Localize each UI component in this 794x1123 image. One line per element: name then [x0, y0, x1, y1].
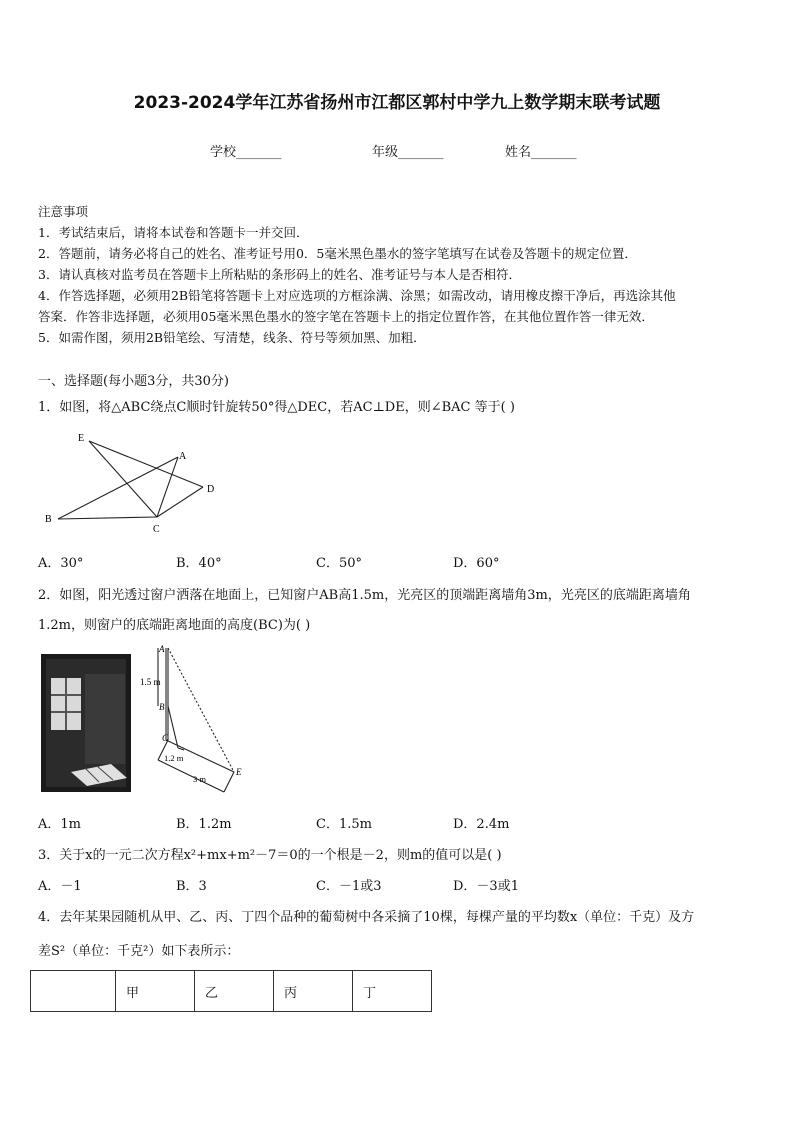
label-A: A	[159, 644, 165, 654]
question-2-text: 1.2m，则窗户的底端距离地面的高度(BC)为( )	[38, 618, 311, 633]
q3-choice-d: D．－3或1	[453, 879, 519, 894]
q1-choice-c: C．50°	[316, 556, 362, 571]
label-height: 1.5 m	[140, 677, 161, 687]
label-E: E	[78, 433, 85, 444]
q3-choice-a: A．－1	[38, 879, 82, 894]
q2-choice-d: D．2.4m	[453, 817, 510, 832]
page-title: 2023-2024学年江苏省扬州市江都区郭村中学九上数学期末联考试题	[133, 93, 661, 113]
question-1-text: 1．如图，将△ABC绕点C顺时针旋转50°得△DEC，若AC⊥DE，则∠BAC 等于( )	[38, 400, 515, 415]
label-C: C	[153, 524, 160, 535]
label-B: B	[45, 514, 52, 525]
table-cell: 丁	[353, 971, 432, 1012]
table-cell: 甲	[116, 971, 195, 1012]
notice-item: 1．考试结束后，请将本试卷和答题卡一并交回．	[38, 225, 309, 240]
q1-choice-b: B．40°	[176, 556, 222, 571]
q2-choice-b: B．1.2m	[176, 817, 232, 832]
label-E: E	[236, 767, 242, 777]
notice-item: 5．如需作图，须用2B铅笔绘、写清楚，线条、符号等须加黑、加粗．	[38, 330, 426, 345]
table-cell	[31, 971, 116, 1012]
q1-choice-d: D．60°	[453, 556, 500, 571]
label-A: A	[179, 451, 187, 462]
question-4-text: 差S²（单位：千克²）如下表所示：	[38, 944, 240, 959]
grade-field: 年级_______	[372, 145, 444, 160]
notice-item: 2．答题前，请务必将自己的姓名、准考证号用0．5毫米黑色墨水的签字笔填写在试卷及答题卡的规定位置．	[38, 246, 637, 261]
q2-choice-a: A．1m	[38, 817, 81, 832]
question-3-text: 3．关于x的一元二次方程x²+mx+m²－7＝0的一个根是－2，则m的值可以是( )	[38, 848, 502, 863]
table-row	[31, 971, 432, 1012]
table-cell: 丙	[274, 971, 353, 1012]
notice-item: 4．作答选择题，必须用2B铅笔将答题卡上对应选项的方框涂满、涂黑；如需改动，请用橡皮擦干净后，再选涂其他	[38, 288, 676, 303]
q1-choice-a: A．30°	[38, 556, 84, 571]
notice-item: 3．请认真核对监考员在答题卡上所粘贴的条形码上的姓名、准考证号与本人是否相符．	[38, 267, 521, 282]
question-4-text: 4．去年某果园随机从甲、乙、丙、丁四个品种的葡萄树中各采摘了10棵，每棵产量的平均数x（单位：千克）及方	[38, 910, 695, 925]
triangle-figure	[40, 426, 230, 536]
question-2-text: 2．如图，阳光透过窗户洒落在地面上，已知窗户AB高1.5m，光亮区的顶端距离墙角3m，光亮区的底端距离墙角	[38, 588, 691, 603]
label-1-2m: 1.2 m	[164, 753, 184, 763]
label-B: B	[159, 702, 165, 712]
table-cell: 乙	[195, 971, 274, 1012]
q3-choice-b: B．3	[176, 879, 207, 894]
notice-item: 答案．作答非选择题，必须用05毫米黑色墨水的签字笔在答题卡上的指定位置作答，在其他位置作答一律无效．	[38, 309, 654, 324]
notice-heading: 注意事项	[38, 204, 89, 219]
q3-choice-c: C．－1或3	[316, 879, 382, 894]
school-field: 学校_______	[210, 145, 282, 160]
label-D: D	[207, 484, 215, 495]
section-heading: 一、选择题(每小题3分，共30分)	[38, 374, 229, 389]
q2-choice-c: C．1.5m	[316, 817, 372, 832]
data-table	[30, 970, 432, 1012]
window-light-diagram	[138, 642, 248, 802]
window-photo-image	[41, 654, 131, 792]
name-field: 姓名_______	[505, 145, 577, 160]
label-C: C	[162, 733, 169, 743]
label-3m: 3 m	[193, 774, 206, 784]
